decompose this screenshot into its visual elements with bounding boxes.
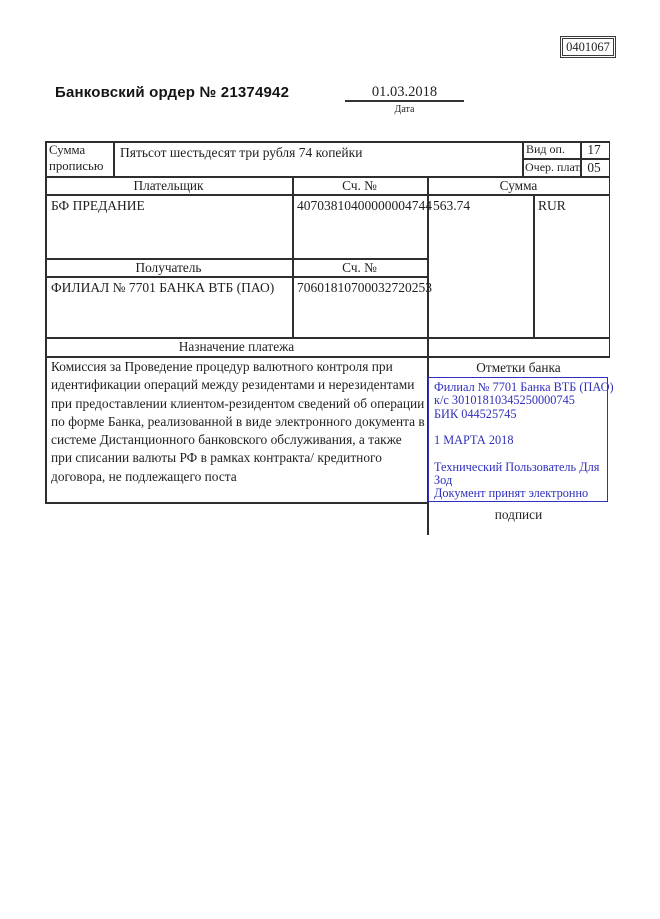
stamp-line-accepted: Документ принят электронно — [434, 486, 589, 501]
stamp-line-bik: БИК 044525745 — [434, 406, 517, 421]
stamp-line-user-1: Технический Пользователь Для — [434, 459, 600, 474]
date-label: Дата — [394, 104, 415, 115]
payer-account-divider — [292, 176, 294, 337]
table-left-border — [45, 141, 47, 503]
stamp-line-blank-1 — [434, 421, 602, 434]
stamp-line-user-2: Зод — [434, 473, 453, 488]
payer-header-bottom — [45, 194, 610, 196]
stamp-line-date: 1 МАРТА 2018 — [434, 433, 514, 448]
purpose-header: Назначение платежа — [178, 339, 295, 354]
stamp-line-corr-account: к/с 30101810345250000745 — [434, 393, 575, 408]
form-code-box: 0401067 — [560, 36, 616, 58]
stamp-line-blank-2 — [434, 447, 602, 460]
purpose-cell-bottom — [45, 502, 429, 504]
bank-marks-header: Отметки банка — [476, 360, 561, 375]
currency-code: RUR — [538, 198, 566, 213]
payee-header-bottom — [45, 276, 428, 278]
payee-account-header: Сч. № — [342, 260, 377, 275]
stamp-line-bank: Филиал № 7701 Банка ВТБ (ПАО) — [434, 380, 614, 394]
table-right-border — [609, 141, 611, 356]
payment-priority-label: Очер. плат. — [525, 160, 582, 174]
amount-currency-divider — [533, 194, 535, 337]
signatures-label: подписи — [494, 507, 543, 522]
amount-value: 563.74 — [433, 198, 471, 213]
document-title: Банковский ордер № 21374942 — [55, 84, 290, 101]
op-type-label: Вид оп. — [526, 142, 565, 156]
date-underline — [345, 100, 464, 102]
amount-in-words: Пятьсот шестьдесят три рубля 74 копейки — [120, 145, 363, 160]
payee-account-number: 70601810700032720253 — [297, 280, 432, 295]
amount-column-header: Сумма — [499, 178, 538, 193]
amount-words-label-divider — [113, 141, 115, 176]
date-value: 01.03.2018 — [371, 84, 438, 100]
bank-stamp-box — [428, 377, 614, 502]
op-type-value: 17 — [587, 142, 601, 157]
payer-name: БФ ПРЕДАНИЕ — [51, 198, 145, 213]
payer-account-header: Сч. № — [342, 178, 377, 193]
payer-account-number: 40703810400000004744 — [297, 198, 432, 213]
bank-order-table — [45, 141, 614, 551]
payee-column-header: Получатель — [135, 260, 202, 275]
payee-name: ФИЛИАЛ № 7701 БАНКА ВТБ (ПАО) — [51, 280, 275, 295]
op-type-left-divider — [522, 141, 524, 176]
payer-column-header: Плательщик — [133, 178, 204, 193]
amount-words-label: Сумма прописью — [49, 143, 104, 173]
purpose-text: Комиссия за Проведение процедур валютного контроля при идентификации операций между резидентами и нерезидентами при предоставлении клиентом-резидентом сведений об операции по форме Банка, реализованной в виде электронного документа в системе Дистанционного банковского обслуживания, а также при списании валюты РФ в рамках контракта/ кредитного договора, не подлежащего поста — [51, 359, 425, 484]
payment-priority-value: 05 — [587, 160, 601, 175]
